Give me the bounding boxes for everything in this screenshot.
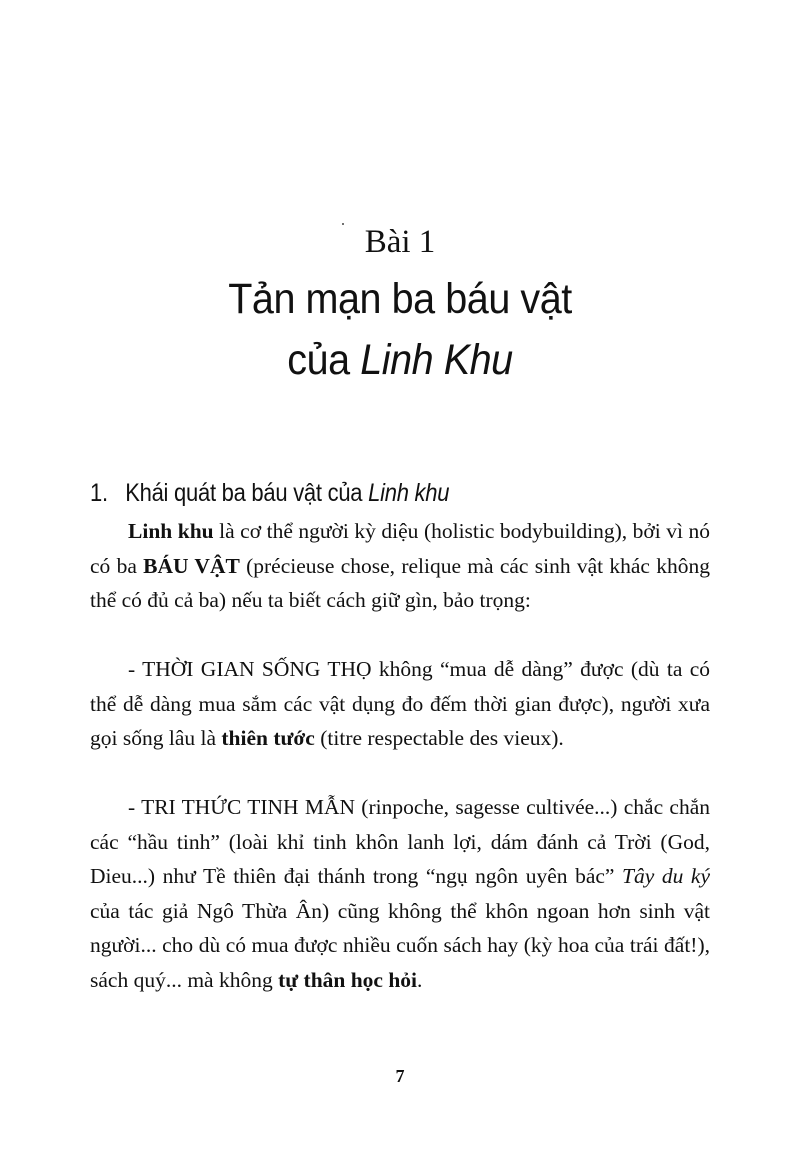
p1-bold-term: Linh khu <box>128 519 214 543</box>
paragraph-3 <box>90 790 710 997</box>
p3-text-1: - TRI THỨC TINH MẪN (rinpoche, sagesse cultivée...) chắc chắn các “hầu tinh” (loài khỉ tinh khôn lanh lợi, dám đánh cả Trời (God, Dieu...) như Tề thiên đại thánh trong “ngụ ngôn uyên bác” <box>90 795 710 888</box>
p1-text-2: (précieuse chose, relique mà các sinh vật khác không thể có đủ cả ba) nếu ta biết cách giữ gìn, bảo trọng: <box>90 553 710 612</box>
p2-text-1: - THỜI GIAN SỐNG THỌ không “mua dễ dàng” được (dù ta có thể dễ dàng mua sắm các vật dụng đo đếm thời gian được), người xưa gọi sống lâu là <box>90 657 710 750</box>
section-title-prefix: Khái quát ba báu vật của <box>125 479 369 507</box>
chapter-title-prefix: của <box>287 336 361 384</box>
p3-text-2: của tác giả Ngô Thừa Ân) cũng không thể khôn ngoan hơn sinh vật người... cho dù có mua được nhiều cuốn sách hay (kỳ hoa của trái đất!), sách quý... mà không <box>90 898 710 992</box>
section-number: 1. <box>90 479 108 507</box>
paragraph-2 <box>90 652 710 756</box>
paragraph-1 <box>90 514 710 618</box>
p3-italic-book: Tây du ký <box>622 864 711 888</box>
p1-bold-treasure: BÁU VẬT <box>143 553 240 578</box>
p1-text-1: là cơ thể người kỳ diệu (holistic bodybuilding), bởi vì nó có ba <box>90 519 710 578</box>
page-number: 7 <box>395 1066 405 1086</box>
p3-bold-term: tự thân học hỏi <box>278 967 418 992</box>
chapter-title-line-2 <box>32 335 768 385</box>
p3-text-3: . <box>417 967 423 992</box>
chapter-title-italic: Linh Khu <box>360 336 513 384</box>
chapter-title-line-1: Tản mạn ba báu vật <box>228 275 572 323</box>
section-title-italic: Linh khu <box>368 479 450 507</box>
chapter-label: Bài 1 <box>364 224 436 260</box>
p2-bold-term: thiên tước <box>221 726 315 750</box>
p2-text-2: (titre respectable des vieux). <box>314 726 564 750</box>
section-heading <box>90 476 449 510</box>
